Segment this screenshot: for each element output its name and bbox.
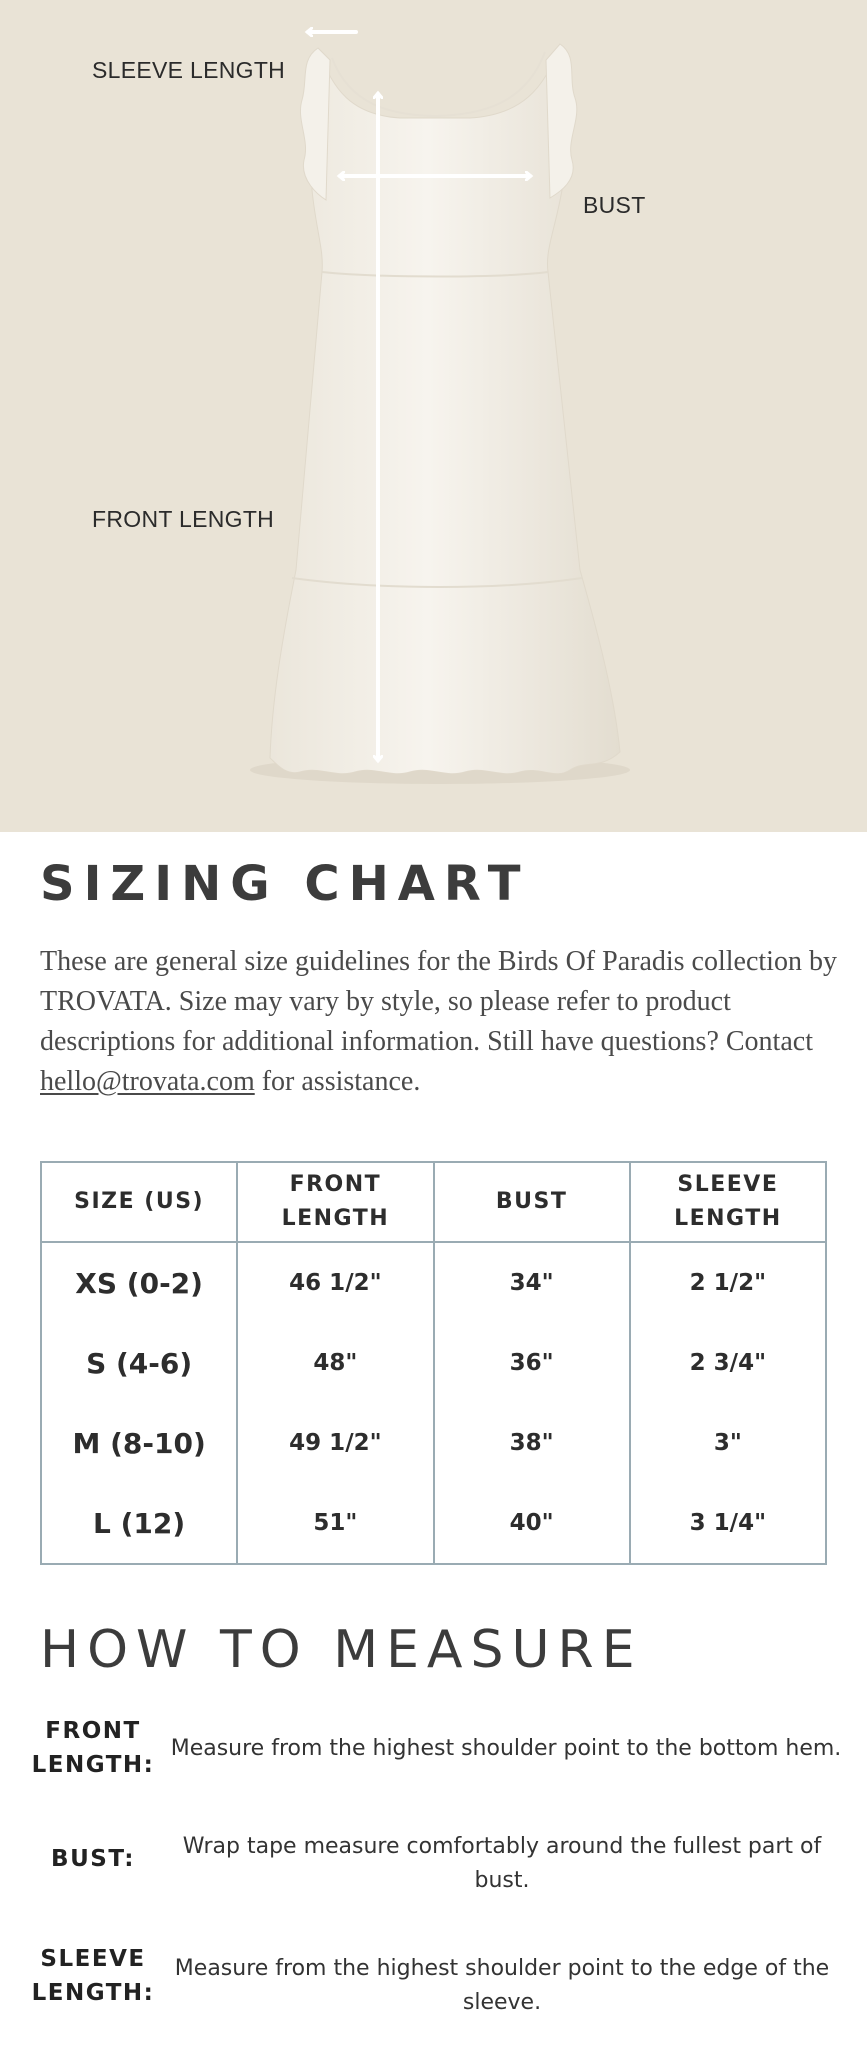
size-cell: L (12) [41,1483,237,1564]
sleeve-length-cell: 2 3/4" [630,1323,826,1403]
header-sleeve-length-text: SLEEVE LENGTH [674,1172,782,1231]
intro-text: These are general size guidelines for the Birds Of Paradis collection by TROVATA. Size may vary by style, so please refer to product descriptions for additional information. Still have questions? Contact [40,946,837,1057]
table-row [41,1242,826,1323]
table-row [41,1403,826,1483]
measure-description: Measure from the highest shoulder point to the bottom hem. [170,1736,842,1761]
header-size: SIZE (US) [41,1162,237,1242]
sleeve-length-cell: 3" [630,1403,826,1483]
measure-item-front-length [0,1710,867,1790]
size-cell: S (4-6) [41,1323,237,1403]
sizing-intro [40,942,840,1102]
measure-label-line2: LENGTH: [31,1752,155,1778]
front-length-label: FRONT LENGTH [92,506,275,532]
size-cell: XS (0-2) [41,1242,237,1323]
table-row [41,1483,826,1564]
front-length-cell: 51" [237,1483,433,1564]
size-cell: M (8-10) [41,1403,237,1483]
front-length-cell: 49 1/2" [237,1403,433,1483]
header-sleeve-length [630,1162,826,1242]
front-length-cell: 48" [237,1323,433,1403]
measure-label [30,1942,156,2010]
table-header-row [41,1162,826,1242]
measure-label [30,1714,156,1782]
measure-label-line1: SLEEVE [40,1946,146,1972]
sleeve-length-label: SLEEVE LENGTH [92,57,286,83]
contact-email-link[interactable]: hello@trovata.com [40,1066,255,1097]
measure-label-line2: LENGTH: [31,1980,155,2006]
measure-item-bust [0,1830,867,1910]
sizing-chart-title: SIZING CHART [40,856,530,912]
header-front-length [237,1162,433,1242]
measure-item-sleeve-length [0,1938,867,2018]
measure-label-line1: FRONT [45,1718,141,1744]
header-bust: BUST [434,1162,630,1242]
bust-label: BUST [583,192,646,218]
table-row [41,1323,826,1403]
bust-cell: 38" [434,1403,630,1483]
measure-label-line1: BUST: [51,1846,135,1872]
measure-label [30,1842,156,1876]
bust-cell: 36" [434,1323,630,1403]
bust-cell: 40" [434,1483,630,1564]
right-ruffle [546,44,577,198]
product-measurement-image [0,0,867,832]
front-length-cell: 46 1/2" [237,1242,433,1323]
left-ruffle [300,48,330,200]
sleeve-length-cell: 3 1/4" [630,1483,826,1564]
how-to-measure-title: HOW TO MEASURE [40,1620,643,1680]
dress-illustration [0,0,867,832]
bust-cell: 34" [434,1242,630,1323]
intro-suffix: for assistance. [254,1066,421,1097]
header-front-length-text: FRONT LENGTH [281,1172,390,1231]
size-table [40,1161,827,1565]
measure-description: Measure from the highest shoulder point to the edge of the sleeve. [174,1956,830,2015]
sleeve-length-cell: 2 1/2" [630,1242,826,1323]
measure-description: Wrap tape measure comfortably around the fullest part of bust. [182,1834,822,1893]
